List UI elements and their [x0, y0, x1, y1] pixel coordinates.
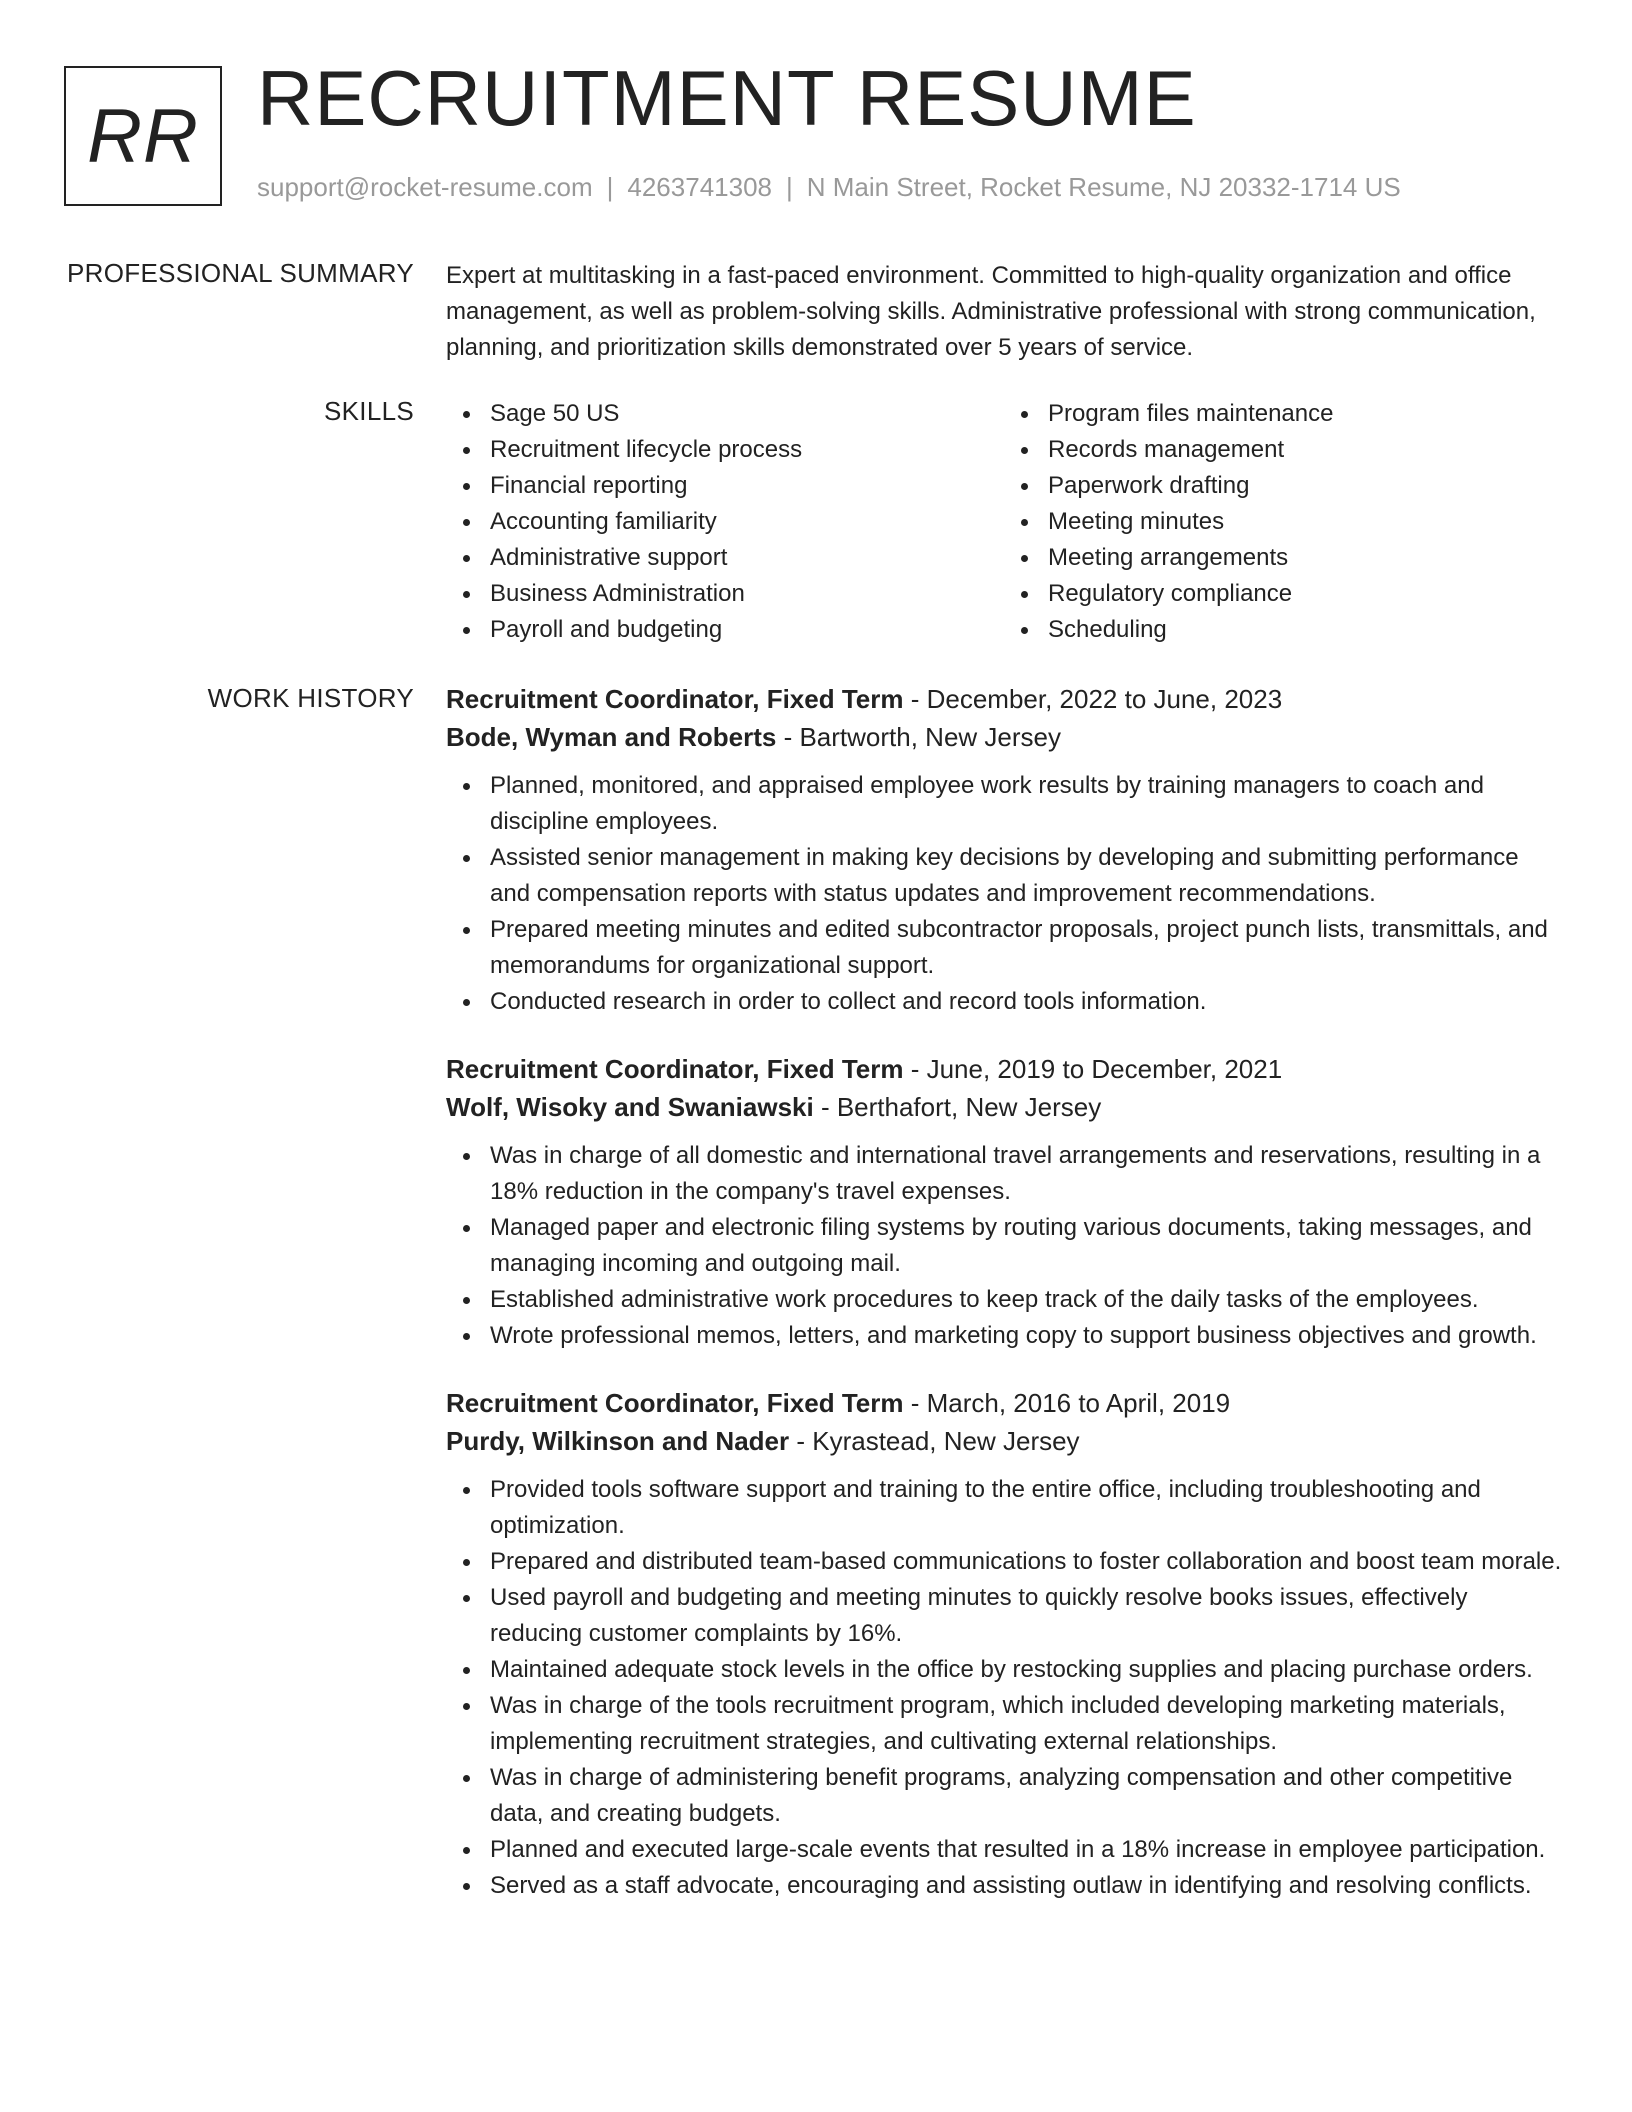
skill-item: Recruitment lifecycle process [490, 432, 1004, 468]
job-bullets [446, 1138, 1562, 1354]
skills-section [446, 396, 1562, 648]
skill-item: Program files maintenance [1048, 396, 1562, 432]
skill-item: Payroll and budgeting [490, 612, 1004, 648]
job-bullet: Maintained adequate stock levels in the office by restocking supplies and placing purchase orders. [490, 1652, 1562, 1688]
contact-email: support@rocket-resume.com [257, 172, 593, 202]
job-bullet: Provided tools software support and training to the entire office, including troubleshooting and optimization. [490, 1472, 1562, 1544]
section-label-skills: SKILLS [324, 396, 414, 426]
job-entry [446, 1050, 1562, 1354]
skill-item: Scheduling [1048, 612, 1562, 648]
job-location: - Kyrastead, New Jersey [789, 1426, 1080, 1456]
job-bullet: Planned and executed large-scale events that resulted in a 18% increase in employee participation. [490, 1832, 1562, 1868]
job-title-line [446, 1050, 1562, 1088]
job-bullets [446, 768, 1562, 1020]
section-label-work: WORK HISTORY [207, 683, 414, 713]
section-label-summary: PROFESSIONAL SUMMARY [67, 258, 414, 288]
monogram-logo: RR [64, 66, 222, 206]
job-bullet: Assisted senior management in making key decisions by developing and submitting performance and compensation reports with status updates and improvement recommendations. [490, 840, 1562, 912]
skills-list-left [446, 396, 1004, 648]
skill-item: Meeting arrangements [1048, 540, 1562, 576]
job-entry [446, 1384, 1562, 1904]
job-title: Recruitment Coordinator, Fixed Term [446, 684, 904, 714]
job-bullet: Established administrative work procedures to keep track of the daily tasks of the employees. [490, 1282, 1562, 1318]
job-bullet: Prepared meeting minutes and edited subcontractor proposals, project punch lists, transmittals, and memorandums for organizational support. [490, 912, 1562, 984]
job-title: Recruitment Coordinator, Fixed Term [446, 1388, 904, 1418]
summary-section [446, 258, 1562, 366]
job-bullet: Used payroll and budgeting and meeting minutes to quickly resolve books issues, effectively reducing customer complaints by 16%. [490, 1580, 1562, 1652]
summary-text: Expert at multitasking in a fast-paced environment. Committed to high-quality organization and office management, as well as problem-solving skills. Administrative professional with strong communication, planning, and prioritization skills demonstrated over 5 years of service. [446, 262, 1536, 361]
job-bullet: Prepared and distributed team-based communications to foster collaboration and boost team morale. [490, 1544, 1562, 1580]
skill-item: Accounting familiarity [490, 504, 1004, 540]
skill-item: Regulatory compliance [1048, 576, 1562, 612]
skill-item: Paperwork drafting [1048, 468, 1562, 504]
skills-columns [446, 396, 1562, 648]
job-bullet: Managed paper and electronic filing systems by routing various documents, taking messages, and managing incoming and outgoing mail. [490, 1210, 1562, 1282]
skill-item: Business Administration [490, 576, 1004, 612]
skill-item: Financial reporting [490, 468, 1004, 504]
job-company-line [446, 1422, 1562, 1460]
contact-separator: | [606, 172, 614, 202]
resume-name: RECRUITMENT RESUME [257, 54, 1197, 142]
job-title: Recruitment Coordinator, Fixed Term [446, 1054, 904, 1084]
skill-item: Administrative support [490, 540, 1004, 576]
contact-line [257, 172, 1401, 203]
skills-list-right [1004, 396, 1562, 648]
job-title-line [446, 680, 1562, 718]
job-location: - Bartworth, New Jersey [776, 722, 1061, 752]
job-bullet: Was in charge of administering benefit programs, analyzing compensation and other competitive data, and creating budgets. [490, 1760, 1562, 1832]
contact-address: N Main Street, Rocket Resume, NJ 20332-1714 US [806, 172, 1401, 202]
skill-item: Records management [1048, 432, 1562, 468]
skill-item: Meeting minutes [1048, 504, 1562, 540]
job-company: Purdy, Wilkinson and Nader [446, 1426, 790, 1456]
job-bullet: Served as a staff advocate, encouraging and assisting outlaw in identifying and resolving conflicts. [490, 1868, 1562, 1904]
job-dates: - December, 2022 to June, 2023 [903, 684, 1283, 714]
job-bullet: Planned, monitored, and appraised employee work results by training managers to coach and discipline employees. [490, 768, 1562, 840]
job-dates: - March, 2016 to April, 2019 [903, 1388, 1231, 1418]
contact-separator: | [786, 172, 793, 202]
job-bullet: Conducted research in order to collect and record tools information. [490, 984, 1562, 1020]
job-dates: - June, 2019 to December, 2021 [903, 1054, 1283, 1084]
job-company-line [446, 718, 1562, 756]
job-bullets [446, 1472, 1562, 1904]
contact-phone: 4263741308 [627, 172, 772, 202]
job-location: - Berthafort, New Jersey [813, 1092, 1102, 1122]
job-bullet: Wrote professional memos, letters, and marketing copy to support business objectives and growth. [490, 1318, 1562, 1354]
job-entry [446, 680, 1562, 1020]
job-company-line [446, 1088, 1562, 1126]
skill-item: Sage 50 US [490, 396, 1004, 432]
job-company: Bode, Wyman and Roberts [446, 722, 777, 752]
job-title-line [446, 1384, 1562, 1422]
job-bullet: Was in charge of all domestic and international travel arrangements and reservations, resulting in a 18% reduction in the company's travel expenses. [490, 1138, 1562, 1210]
job-company: Wolf, Wisoky and Swaniawski [446, 1092, 814, 1122]
job-bullet: Was in charge of the tools recruitment program, which included developing marketing materials, implementing recruitment strategies, and cultivating external relationships. [490, 1688, 1562, 1760]
work-history-section [446, 680, 1562, 1934]
